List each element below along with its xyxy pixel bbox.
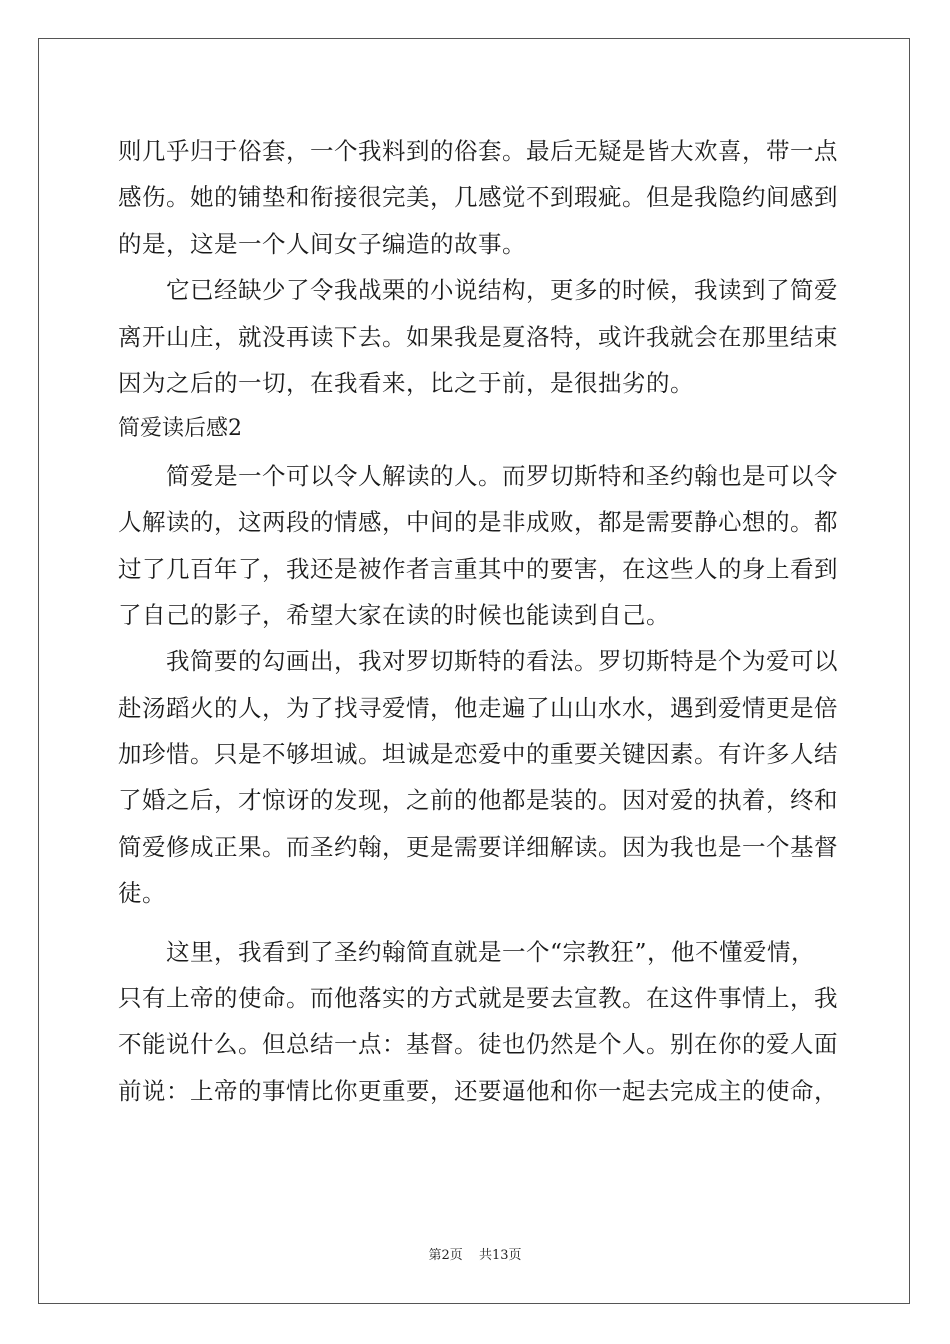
- text-line: 不能说什么。但总结一点：基督。徒也仍然是个人。别在你的爱人面: [118, 1030, 838, 1059]
- page-total: 共13页: [478, 1248, 522, 1263]
- text-line: 简爱是一个可以令人解读的人。而罗切斯特和圣约翰也是可以令: [166, 461, 838, 490]
- text-line: 徒。: [118, 879, 166, 908]
- text-line: 简爱修成正果。而圣约翰，更是需要详细解读。因为我也是一个基督: [118, 832, 838, 861]
- text-line: 则几乎归于俗套，一个我料到的俗套。最后无疑是皆大欢喜，带一点: [118, 137, 838, 165]
- document-body: [118, 128, 838, 1114]
- text-line: 的是，这是一个人间女子编造的故事。: [118, 229, 526, 258]
- section-heading: 简爱读后感2: [118, 416, 242, 442]
- text-line: 赴汤蹈火的人，为了找寻爱情，他走遍了山山水水，遇到爱情更是倍: [118, 693, 838, 722]
- text-line: 感伤。她的铺垫和衔接很完美，几感觉不到瑕疵。但是我隐约间感到: [118, 183, 838, 212]
- text-line: 它已经缺少了令我战栗的小说结构，更多的时候，我读到了简爱: [166, 276, 838, 305]
- text-line: 了自己的影子，希望大家在读的时候也能读到自己。: [118, 600, 670, 629]
- text-line: 了婚之后，才惊讶的发现，之前的他都是装的。因对爱的执着，终和: [118, 786, 838, 815]
- page-number: 第2页: [428, 1248, 463, 1263]
- text-line: 因为之后的一切，在我看来，比之于前，是很拙劣的。: [118, 368, 694, 397]
- text-line: 人解读的，这两段的情感，中间的是非成败，都是需要静心想的。都: [118, 508, 838, 537]
- text-line: 我简要的勾画出，我对罗切斯特的看法。罗切斯特是个为爱可以: [166, 647, 838, 676]
- text-line: 这里，我看到了圣约翰简直就是一个“宗教狂”，他不懂爱情，: [166, 937, 816, 966]
- text-line: 前说：上帝的事情比你更重要，还要逼他和你一起去完成主的使命，: [118, 1076, 838, 1105]
- text-line: 加珍惜。只是不够坦诚。坦诚是恋爱中的重要关键因素。有许多人结: [118, 740, 838, 769]
- text-line: 过了几百年了，我还是被作者言重其中的要害，在这些人的身上看到: [118, 554, 838, 583]
- page-footer: [0, 1244, 950, 1263]
- text-line: 离开山庄，就没再读下去。如果我是夏洛特，或许我就会在那里结束: [118, 322, 838, 351]
- text-line: 只有上帝的使命。而他落实的方式就是要去宣教。在这件事情上，我: [118, 984, 838, 1013]
